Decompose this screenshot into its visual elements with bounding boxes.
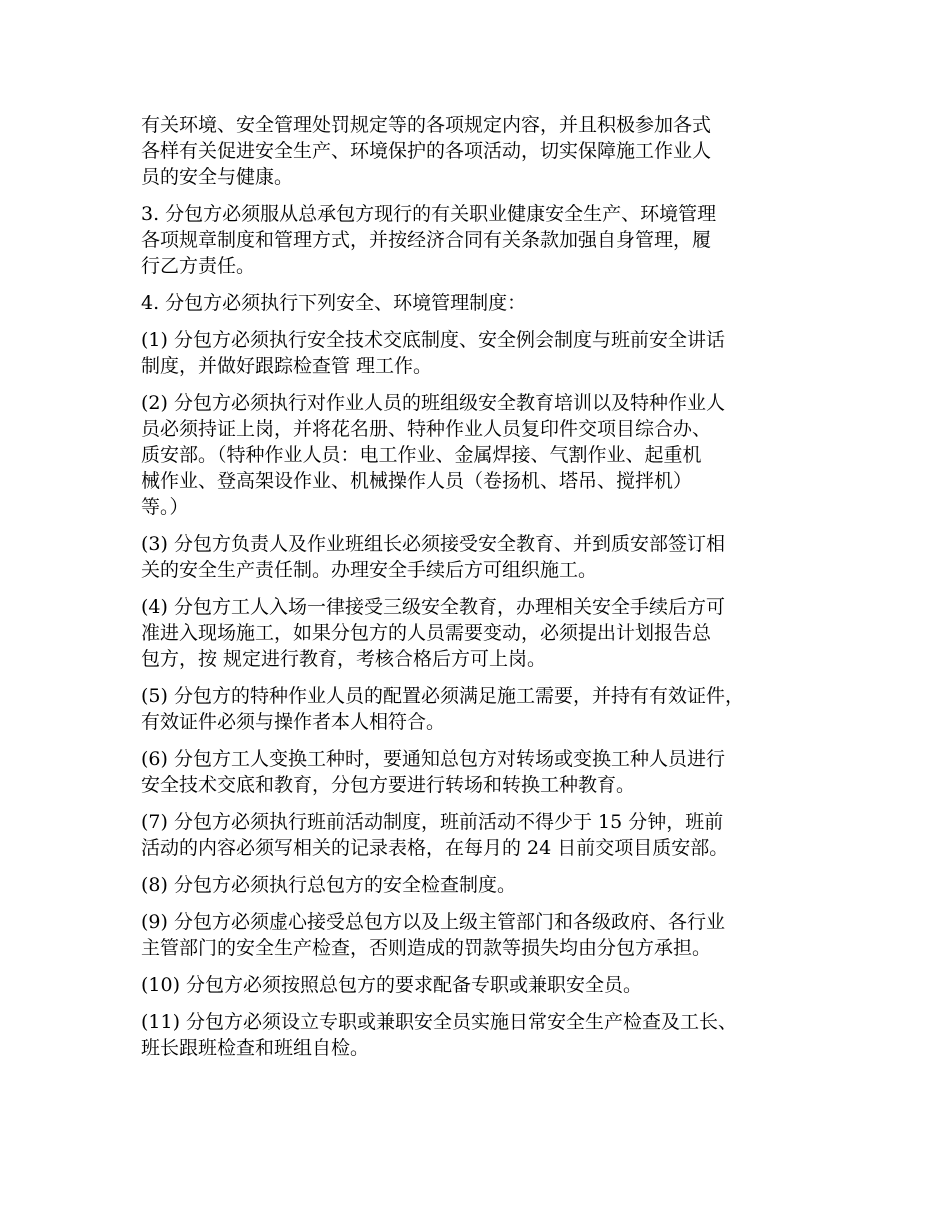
text-line: 包方，按 规定进行教育，考核合格后方可上岗。: [141, 648, 547, 670]
text-line: 4. 分包方必须执行下列安全、环境管理制度：: [141, 292, 527, 314]
text-line: 制度，并做好跟踪检查管 理工作。: [141, 355, 433, 377]
paragraph: [141, 112, 831, 190]
paragraph: [141, 1009, 831, 1061]
text-line: 行乙方责任。: [141, 255, 256, 277]
paragraph: [141, 290, 831, 316]
text-line: 员必须持证上岗，并将花名册、特种作业人员复印件交项目综合办、: [141, 418, 712, 440]
text-line: 有关环境、安全管理处罚规定等的各项规定内容，并且积极参加各式: [141, 114, 712, 136]
text-line: 等。）: [141, 496, 189, 518]
text-line: (4) 分包方工人入场一律接受三级安全教育，办理相关安全手续后方可: [141, 596, 725, 618]
paragraph: [141, 683, 831, 735]
paragraph: [141, 746, 831, 798]
text-line: 各项规章制度和管理方式，并按经济合同有关条款加强自身管理，履: [141, 229, 712, 251]
paragraph: [141, 872, 831, 898]
text-line: (7) 分包方必须执行班前活动制度，班前活动不得少于 15 分钟，班前: [141, 811, 724, 833]
text-line: 各样有关促进安全生产、环境保护的各项活动，切实保障施工作业人: [141, 140, 712, 162]
text-line: 班长跟班检查和班组自检。: [141, 1037, 370, 1059]
text-line: 安全技术交底和教育，分包方要进行转场和转换工种教育。: [141, 774, 636, 796]
text-line: 关的安全生产责任制。办理安全手续后方可组织施工。: [141, 559, 598, 581]
text-line: (9) 分包方必须虚心接受总包方以及上级主管部门和各级政府、各行业: [141, 911, 725, 933]
text-line: (10) 分包方必须按照总包方的要求配备专职或兼职安全员。: [141, 974, 643, 996]
text-line: 活动的内容必须写相关的记录表格，在每月的 24 日前交项目质安部。: [141, 837, 729, 859]
paragraph: [141, 201, 831, 279]
text-line: 准进入现场施工，如果分包方的人员需要变动，必须提出计划报告总: [141, 622, 712, 644]
paragraph: [141, 809, 831, 861]
paragraph: [141, 594, 831, 672]
text-line: (6) 分包方工人变换工种时，要通知总包方对转场或变换工种人员进行: [141, 748, 725, 770]
text-line: (11) 分包方必须设立专职或兼职安全员实施日常安全生产检查及工长、: [141, 1011, 738, 1033]
paragraph: [141, 390, 831, 520]
text-line: 质安部。（特种作业人员：电工作业、金属焊接、气割作业、起重机: [141, 444, 702, 466]
text-line: (2) 分包方必须执行对作业人员的班组级安全教育培训以及特种作业人: [141, 392, 725, 414]
text-line: (3) 分包方负责人及作业班组长必须接受安全教育、并到质安部签订相: [141, 533, 725, 555]
paragraph: [141, 531, 831, 583]
paragraph: [141, 972, 831, 998]
text-line: (5) 分包方的特种作业人员的配置必须满足施工需要，并持有有效证件，: [141, 685, 744, 707]
text-line: 械作业、登高架设作业、机械操作人员（卷扬机、塔吊、搅拌机）: [141, 470, 693, 492]
paragraph: [141, 327, 831, 379]
text-line: (1) 分包方必须执行安全技术交底制度、安全例会制度与班前安全讲话: [141, 329, 725, 351]
text-line: (8) 分包方必须执行总包方的安全检查制度。: [141, 874, 516, 896]
text-line: 员的安全与健康。: [141, 166, 294, 188]
text-line: 主管部门的安全生产检查，否则造成的罚款等损失均由分包方承担。: [141, 937, 712, 959]
document-page: [141, 112, 831, 1072]
text-line: 有效证件必须与操作者本人相符合。: [141, 711, 446, 733]
text-line: 3. 分包方必须服从总承包方现行的有关职业健康安全生产、环境管理: [141, 203, 717, 225]
paragraph: [141, 909, 831, 961]
